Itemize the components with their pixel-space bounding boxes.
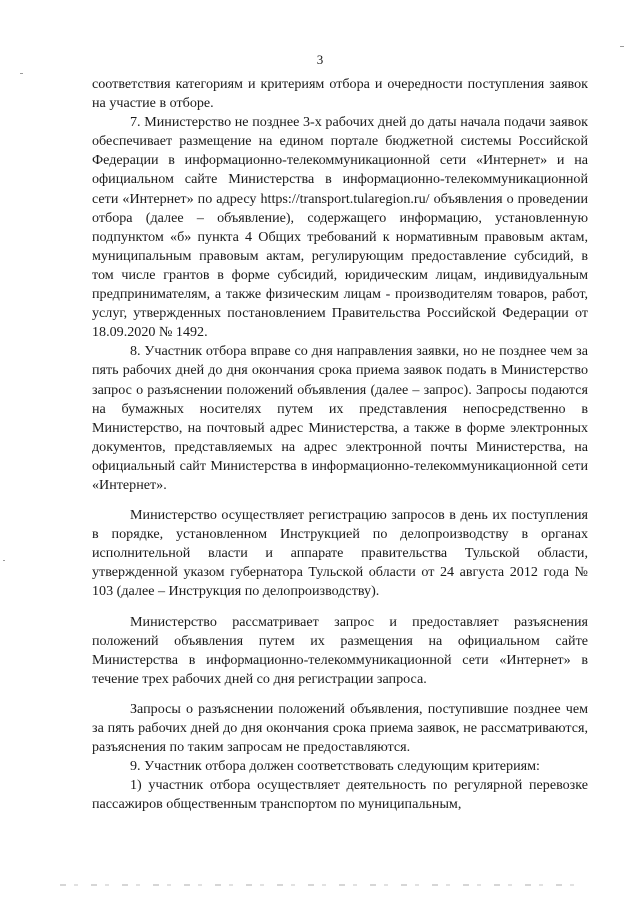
scan-mark-left — [20, 73, 23, 74]
paragraph-criterion-1: 1) участник отбора осуществляет деятельность по регулярной перевозке пассажиров общественным транспортом по муниципальным, — [92, 777, 588, 813]
page-number: 3 — [316, 52, 324, 67]
paragraph-late-requests: Запросы о разъяснении положений объявления, поступившие позднее чем за пять рабочих дней до дня окончания срока приема заявок, не рассматриваются, разъяснения по таким запросам не предоставляются. — [92, 700, 588, 756]
scan-mark-right — [620, 46, 624, 47]
scan-mark-left — [3, 560, 5, 561]
paragraph-clarification: Министерство рассматривает запрос и предоставляет разъяснения положений объявления путем их размещения на официальном сайте Министерства в информационно-телекоммуникационной сети «Интернет» в течение трех рабочих дней со дня регистрации запроса. — [92, 613, 588, 687]
paragraph-item-8: 8. Участник отбора вправе со дня направления заявки, но не позднее чем за пять рабочих дней до дня окончания срока приема заявок подать в Министерство запрос о разъяснении положений объявления (далее – запрос). Запросы подаются на бумажных носителях путем их представления непосредственно в Министерство, на почтовый адрес Министерства, а также в форме электронных документов, представляемых на адрес электронной почты Министерства, на официальный сайт Министерства в информационно-телекоммуникационной сети «Интернет». — [92, 343, 588, 493]
paragraph-item-7: 7. Министерство не позднее 3-х рабочих дней до даты начала подачи заявок обеспечивает размещение на едином портале бюджетной системы Российской Федерации в информационно-телекоммуникационной сети «Интернет» и на официальном сайте Министерства в информационно-телекоммуникационной сети «Интернет» по адресу https://transport.tularegion.ru/ объявления о проведении отбора (далее – объявление), содержащего информацию, установленную подпунктом «б» пункта 4 Общих требований к нормативным правовым актам, муниципальным правовым актам, регулирующим предоставление субсидий, в том числе грантов в форме субсидий, юридическим лицам, индивидуальным предпринимателям, а также физическим лицам - производителям товаров, работ, услуг, утвержденных постановлением Правительства Российской Федерации от 18.09.2020 № 1492. — [92, 114, 588, 341]
paragraph-continuation: соответствия категориям и критериям отбора и очередности поступления заявок на участие в отборе. — [92, 76, 588, 112]
document-body — [92, 75, 588, 814]
paragraph-registration: Министерство осуществляет регистрацию запросов в день их поступления в порядке, установленном Инструкцией по делопроизводству в органах исполнительной власти и аппарате правительства Тульской области, утвержденной указом губернатора Тульской области от 24 августа 2012 года № 103 (далее – Инструкция по делопроизводству). — [92, 507, 588, 600]
scan-artifact-bottom — [60, 884, 580, 886]
paragraph-item-9: 9. Участник отбора должен соответствовать следующим критериям: — [130, 758, 540, 775]
